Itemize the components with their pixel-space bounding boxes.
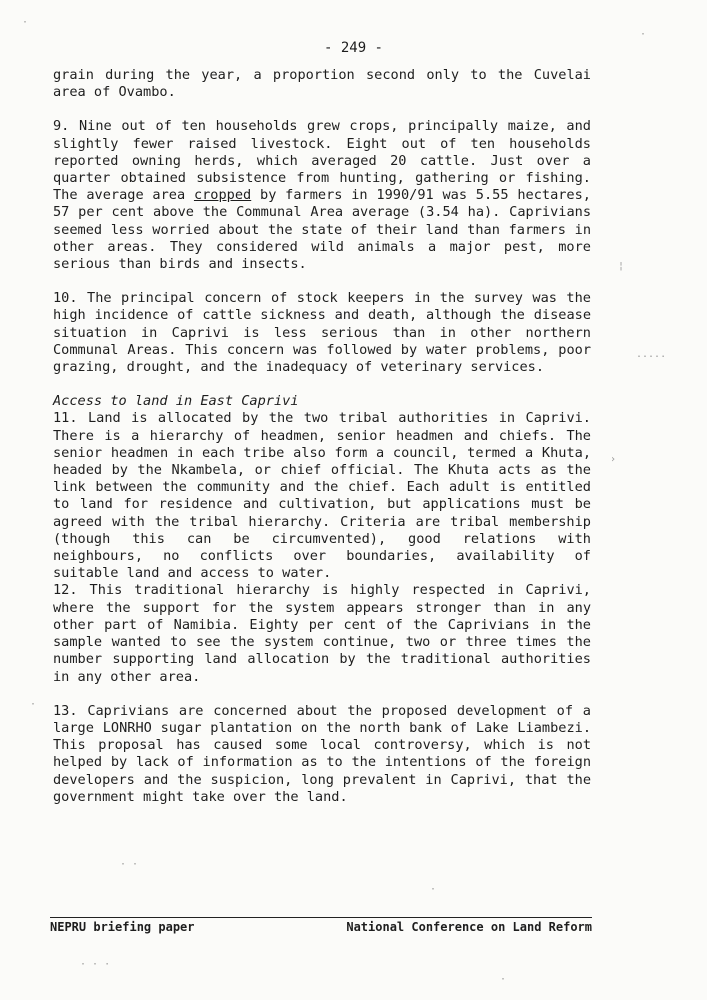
underlined-word-cropped: cropped xyxy=(193,187,252,204)
paragraph-continuation: grain during the year, a proportion second only to the Cuvelai area of Ovambo. xyxy=(53,67,591,101)
scan-speck: ..... xyxy=(636,349,667,360)
paragraph-9 xyxy=(53,118,591,273)
scan-speck: › xyxy=(610,454,617,465)
paragraph-10: 10. The principal concern of stock keepers in the survey was the high incidence of cattle sickness and death, although the disease situation in Caprivi is less serious than in other northern Communal Areas. This concern was followed by water problems, poor grazing, drought, and the inadequacy of veterinary services. xyxy=(53,290,591,376)
scan-speck: · · xyxy=(120,859,139,870)
scan-speck: · xyxy=(430,884,437,895)
paragraph-9-text-b: by farmers in 1990/91 was 5.55 hectares, 57 per cent above the Communal Area average (3.54 ha). Caprivians seemed less worried about the state of their land than farmers in other areas. They considered wild animals a major pest, more serious than birds and insects. xyxy=(53,187,591,273)
footer-right-text: National Conference on Land Reform xyxy=(346,920,592,934)
scan-speck: · xyxy=(640,29,647,40)
paragraph-13: 13. Caprivians are concerned about the proposed development of a large LONRHO sugar plantation on the north bank of Lake Liambezi. This proposal has caused some local controversy, which is not helped by lack of information as to the intentions of the foreign developers and the suspicion, long prevalent in Caprivi, that the government might take over the land. xyxy=(53,702,591,805)
section-access-to-land xyxy=(53,393,591,582)
paragraph-9-text-a: 9. Nine out of ten households grew crops, principally maize, and slightly fewer raised livestock. Eight out of ten households reported owning herds, which averaged 20 cattle. Just over a quarter obtained subsistence from hunting, gathering or fishing. The average area xyxy=(53,118,591,204)
scan-speck: ¦ xyxy=(618,261,625,272)
footer-divider xyxy=(50,917,592,918)
paragraph-12: 12. This traditional hierarchy is highly respected in Caprivi, where the support for the system appears stronger than in any other part of Namibia. Eighty per cent of the Caprivians in the sample wanted to see the system continue, two or three times the number supporting land allocation by the traditional authorities in any other area. xyxy=(53,582,591,685)
section-heading: Access to land in East Caprivi xyxy=(53,393,299,410)
footer-left-text: NEPRU briefing paper xyxy=(50,920,195,934)
scan-speck: · xyxy=(500,974,507,985)
document-body xyxy=(53,67,591,806)
page-footer xyxy=(50,920,592,934)
paragraph-11: 11. Land is allocated by the two tribal authorities in Caprivi. There is a hierarchy of headmen, senior headmen and chiefs. The senior headmen in each tribe also form a council, termed a Khuta, headed by the Nkambela, or chief official. The Khuta acts as the link between the community and the chief. Each adult is entitled to land for residence and cultivation, but applications must be agreed with the tribal hierarchy. Criteria are tribal membership (though this can be circumvented), good relations with neighbours, no conflicts over boundaries, availability of suitable land and access to water. xyxy=(53,410,591,582)
scan-speck: · xyxy=(22,17,29,28)
scan-speck: · · · xyxy=(80,959,111,970)
scan-speck: · xyxy=(30,699,37,710)
page-number: - 249 - xyxy=(323,40,383,56)
